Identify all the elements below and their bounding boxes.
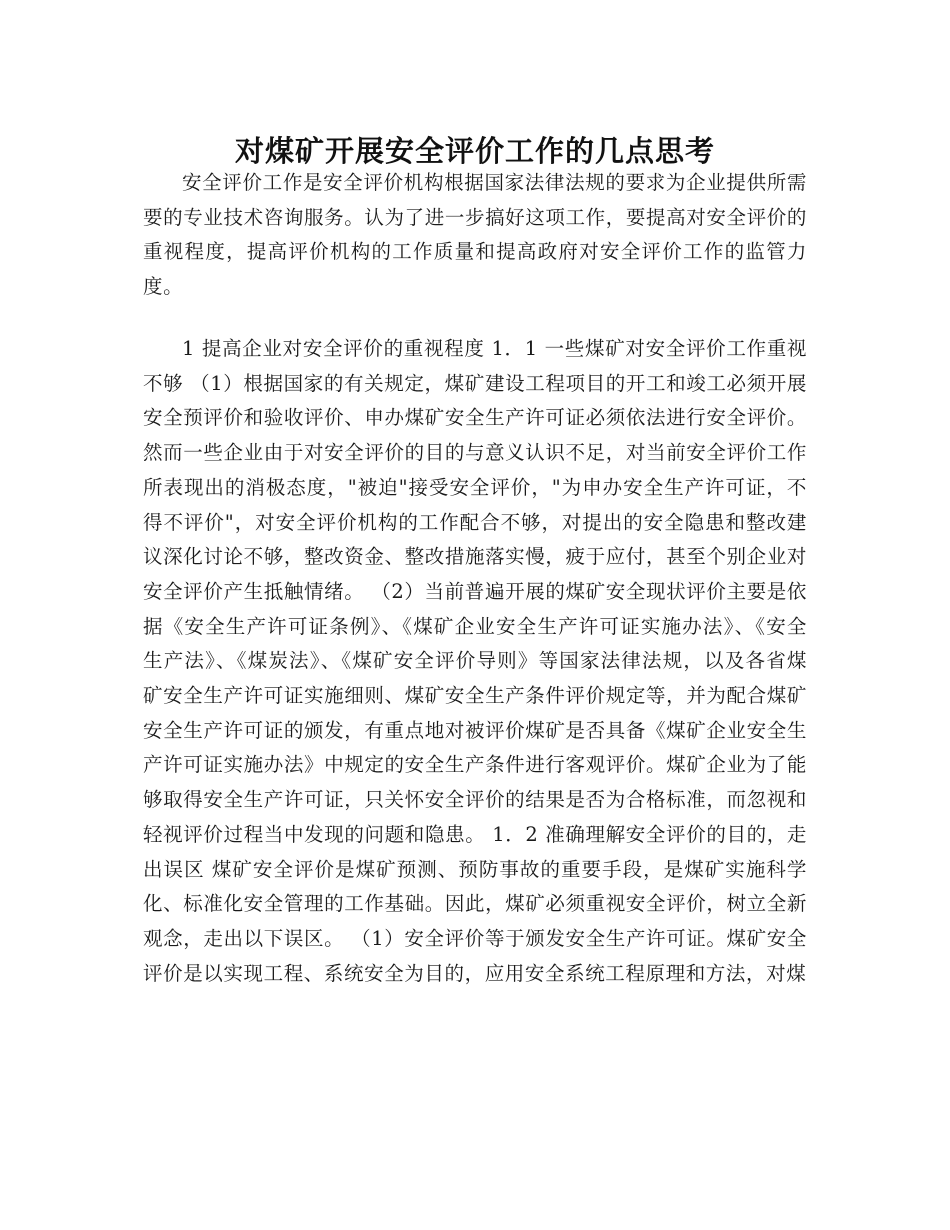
body-paragraph: 1 提高企业对安全评价的重视程度 1．1 一些煤矿对安全评价工作重视不够 （1）根据国家的有关规定，煤矿建设工程项目的开工和竣工必须开展安全预评价和验收评价、申办煤矿安全生产许可证必须依法进行安全评价。然而一些企业由于对安全评价的目的与意义认识不足，对当前安全评价工作所表现出的消极态度，"被迫"接受安全评价，"为申办安全生产许可证，不得不评价"，对安全评价机构的工作配合不够，对提出的安全隐患和整改建议深化讨论不够，整改资金、整改措施落实慢，疲于应付，甚至个别企业对安全评价产生抵触情绪。 （2）当前普遍开展的煤矿安全现状评价主要是依据《安全生产许可证条例》、《煤矿企业安全生产许可证实施办法》、《安全生产法》、《煤炭法》、《煤矿安全评价导则》等国家法律法规，以及各省煤矿安全生产许可证实施细则、煤矿安全生产条件评价规定等，并为配合煤矿安全生产许可证的颁发，有重点地对被评价煤矿是否具备《煤矿企业安全生产许可证实施办法》中规定的安全生产条件进行客观评价。煤矿企业为了能够取得安全生产许可证，只关怀安全评价的结果是否为合格标准，而忽视和轻视评价过程当中发现的问题和隐患。 1．2 准确理解安全评价的目的，走出误区 煤矿安全评价是煤矿预测、预防事故的重要手段，是煤矿实施科学化、标准化安全管理的工作基础。因此，煤矿必须重视安全评价，树立全新观念，走出以下误区。 （1）安全评价等于颁发安全生产许可证。煤矿安全评价是以实现工程、系统安全为目的，应用安全系统工程原理和方法，对煤 bbox=[143, 337, 807, 985]
document-title: 对煤矿开展安全评价工作的几点思考 bbox=[234, 134, 715, 169]
intro-paragraph: 安全评价工作是安全评价机构根据国家法律法规的要求为企业提供所需要的专业技术咨询服务。认为了进一步搞好这项工作，要提高对安全评价的重视程度，提高评价机构的工作质量和提高政府对安全评价工作的监管力度。 bbox=[143, 171, 807, 299]
